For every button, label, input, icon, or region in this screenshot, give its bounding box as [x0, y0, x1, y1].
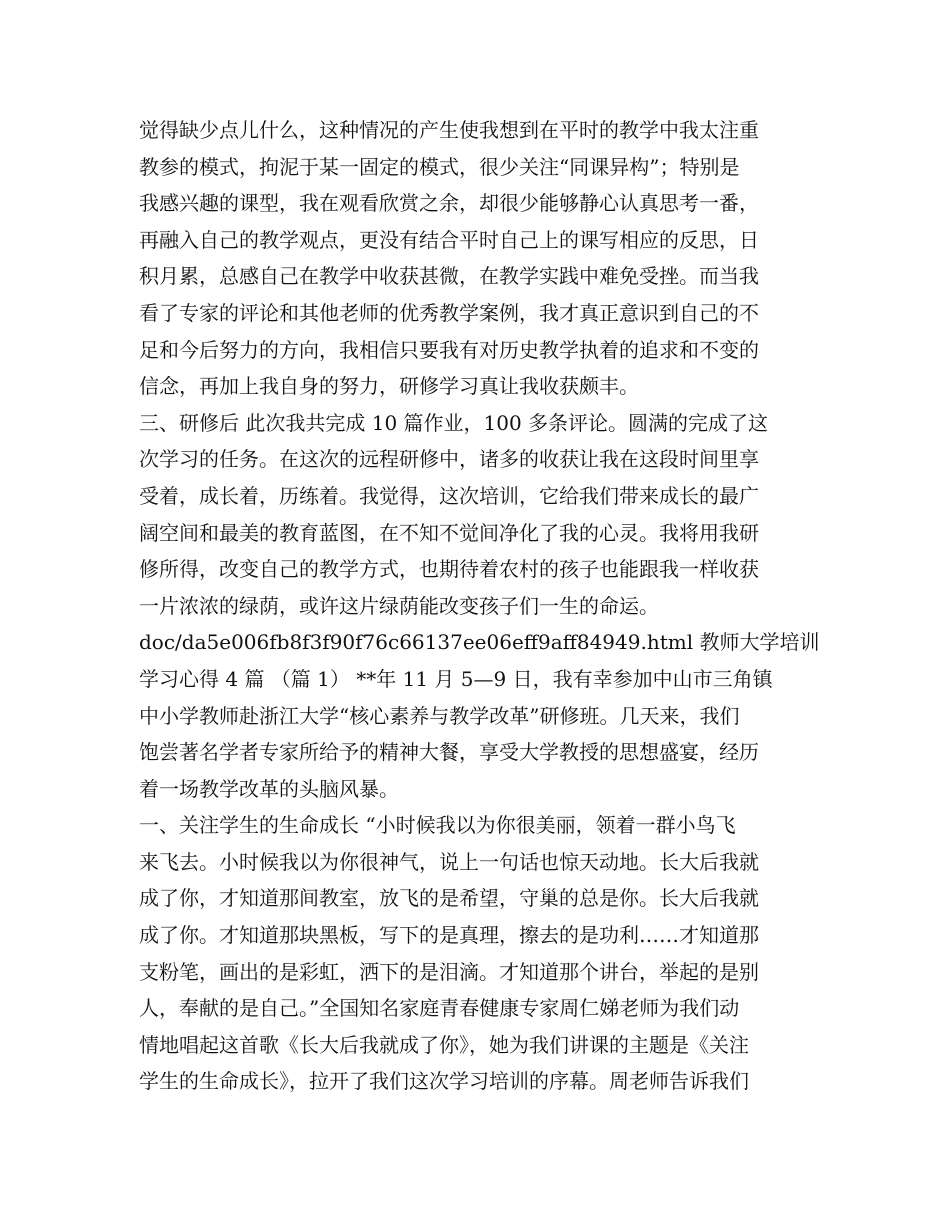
section-heading-line: 三、研修后 此次我共完成 10 篇作业，100 多条评论。圆满的完成了这 [139, 410, 769, 435]
text-line: 次学习的任务。在这次的远程研修中，诸多的收获让我在这段时间里享 [139, 447, 759, 472]
text-line: 成了你，才知道那间教室，放飞的是希望，守巢的总是你。长大后我就 [139, 886, 759, 911]
text-line: 情地唱起这首歌《长大后我就成了你》，她为我们讲课的主题是《关注 [139, 1032, 749, 1057]
doc-link-line: doc/da5e006fb8f3f90f76c66137ee06eff9aff84949.html 教师大学培训 [139, 630, 820, 655]
text-line: 觉得缺少点儿什么，这种情况的产生使我想到在平时的教学中我太注重 [139, 118, 759, 142]
text-line: 信念，再加上我自身的努力，研修学习真让我收获颇丰。 [139, 374, 639, 399]
text-line: 饱尝著名学者专家所给予的精神大餐，享受大学教授的思想盛宴，经历 [139, 740, 759, 765]
text-line: 着一场教学改革的头脑风暴。 [139, 776, 399, 801]
text-line: 积月累，总感自己在教学中收获甚微，在教学实践中难免受挫。而当我 [139, 264, 759, 289]
text-line: 再融入自己的教学观点，更没有结合平时自己上的课写相应的反思，日 [139, 227, 759, 252]
text-line: 我感兴趣的课型，我在观看欣赏之余，却很少能够静心认真思考一番， [139, 191, 759, 216]
text-line: 成了你。才知道那块黑板，写下的是真理，擦去的是功利……才知道那 [139, 923, 759, 948]
text-line: 受着，成长着，历练着。我觉得，这次培训，它给我们带来成长的最广 [139, 483, 759, 508]
text-line: 足和今后努力的方向，我相信只要我有对历史教学执着的追求和不变的 [139, 337, 759, 362]
text-line: 中小学教师赴浙江大学“核心素养与教学改革”研修班。几天来，我们 [139, 703, 740, 728]
text-line: 一片浓浓的绿荫，或许这片绿荫能改变孩子们一生的命运。 [139, 593, 659, 618]
text-line: 人，奉献的是自己。”全国知名家庭青春健康专家周仁娣老师为我们动 [139, 996, 740, 1021]
text-line: 学生的生命成长》，拉开了我们这次学习培训的序幕。周老师告诉我们 [139, 1069, 749, 1094]
body-text [139, 112, 829, 1100]
text-line: 看了专家的评论和其他老师的优秀教学案例，我才真正意识到自己的不 [139, 300, 759, 325]
text-line: 教参的模式，拘泥于某一固定的模式，很少关注“同课异构”；特别是 [139, 154, 740, 179]
text-line: 修所得，改变自己的教学方式，也期待着农村的孩子也能跟我一样收获 [139, 557, 759, 582]
text-line: 来飞去。小时候我以为你很神气，说上一句话也惊天动地。长大后我就 [139, 849, 759, 874]
section-heading-line: 一、关注学生的生命成长 “小时候我以为你很美丽，领着一群小鸟飞 [139, 813, 736, 838]
text-line: 阔空间和最美的教育蓝图，在不知不觉间净化了我的心灵。我将用我研 [139, 520, 759, 545]
text-line: 支粉笔，画出的是彩虹，洒下的是泪滴。才知道那个讲台，举起的是别 [139, 959, 759, 984]
text-line: 学习心得 4 篇 （篇 1） **年 11 月 5—9 日，我有幸参加中山市三角镇 [139, 666, 773, 691]
